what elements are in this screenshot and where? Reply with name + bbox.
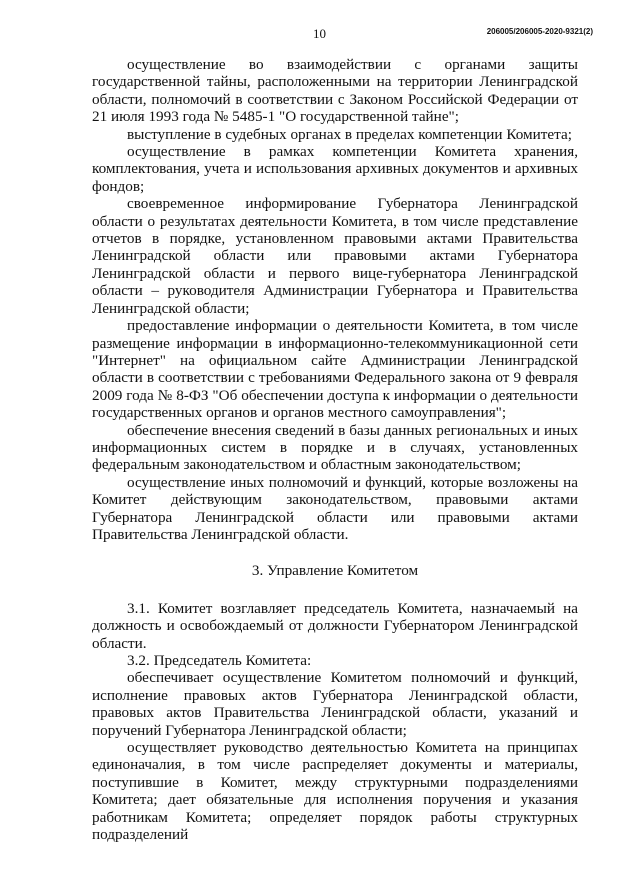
paragraph: 3.2. Председатель Комитета:	[127, 652, 312, 669]
paragraph: своевременное информирование Губернатора Ленинградской области о результатах деятельности Комитета, в том числе представление отчетов в порядке, установленном правовыми актами Правительства Ленинградской области или правовыми актами Губернатора Ленинградской области и первого вице-губернатора Ленинградской области – руководителя Администрации Губернатора и Правительства Ленинградской области;	[92, 195, 578, 317]
section-heading: 3. Управление Комитетом	[251, 562, 419, 580]
paragraph: осуществляет руководство деятельностью Комитета на принципах единоначалия, в том числе распределяет документы и материалы, поступившие в Комитет, между структурными подразделениями Комитета; дает обязательные для исполнения поручения и указания работникам Комитета; определяет порядок работы структурных подразделений	[92, 739, 578, 844]
document-body	[92, 56, 578, 843]
paragraph: осуществление в рамках компетенции Комитета хранения, комплектования, учета и использования архивных документов и архивных фондов;	[92, 143, 578, 195]
paragraph: 3.1. Комитет возглавляет председатель Комитета, назначаемый на должность и освобождаемый от должности Губернатором Ленинградской области.	[92, 599, 578, 652]
document-id: 206005/206005-2020-9321(2)	[486, 27, 593, 36]
paragraph: осуществление во взаимодействии с органами защиты государственной тайны, расположенными на территории Ленинградской области, полномочий в соответствии с Законом Российской Федерации от 21 июля 1993 года № 5485-1 "О государственной тайне";	[92, 56, 578, 126]
paragraph: выступление в судебных органах в пределах компетенции Комитета;	[127, 125, 572, 143]
paragraph: предоставление информации о деятельности Комитета, в том числе размещение информации в информационно-телекоммуникационной сети "Интернет" на официальном сайте Администрации Ленинградской области в соответствии с требованиями Федерального закона от 9 февраля 2009 года № 8-ФЗ "Об обеспечении доступа к информации о деятельности государственных органов и органов местного самоуправления";	[92, 317, 578, 422]
page-number: 10	[313, 26, 326, 41]
paragraph: обеспечение внесения сведений в базы данных региональных и иных информационных систем в порядке и в случаях, установленных федеральным законодательством и областным законодательством;	[92, 421, 578, 474]
paragraph: осуществление иных полномочий и функций, которые возложены на Комитет действующим законодательством, правовыми актами Губернатора Ленинградской области или правовыми актами Правительства Ленинградской области.	[92, 473, 578, 543]
paragraph: обеспечивает осуществление Комитетом полномочий и функций, исполнение правовых актов Губернатора Ленинградской области, правовых актов Правительства Ленинградской области, указаний и поручений Губернатора Ленинградской области;	[92, 669, 578, 739]
